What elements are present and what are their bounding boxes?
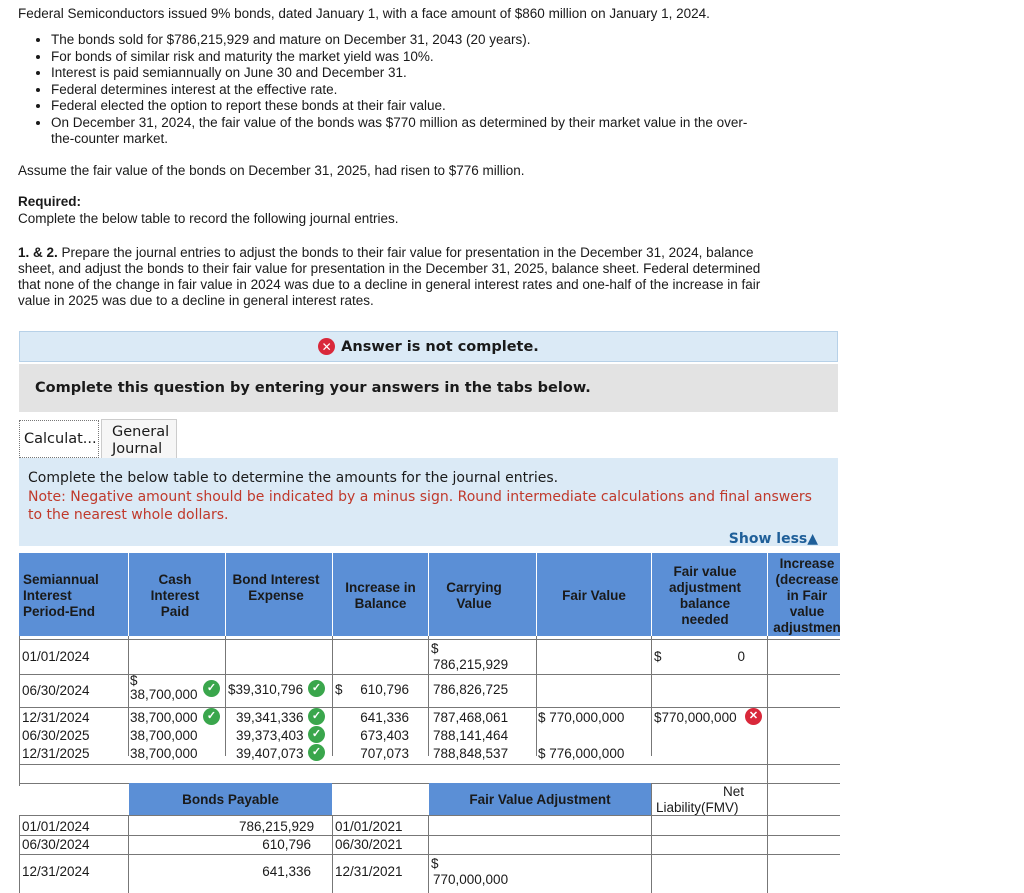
problem-statement xyxy=(18,6,1008,309)
carrying-value[interactable]: 786,826,725 xyxy=(433,682,509,697)
increase-value[interactable]: 610,796 xyxy=(360,682,409,697)
header-carrying: Carrying Value xyxy=(446,580,502,611)
net-liability-label-2: Liability(FMV) xyxy=(656,800,739,815)
tab-general-journal[interactable] xyxy=(101,419,177,458)
cash-interest-value[interactable]: 38,700,000 xyxy=(130,687,198,702)
lower-row-date: 12/31/2024 xyxy=(22,864,90,879)
correct-check-icon: ✓ xyxy=(308,680,325,697)
fair-value-value[interactable]: $ 776,000,000 xyxy=(538,746,625,761)
lower-row-date-2: 06/30/2021 xyxy=(335,837,403,852)
header-cash: Cash Interest Paid xyxy=(150,572,200,619)
tab-calculation[interactable] xyxy=(19,420,99,458)
tab-gj-label-1: General xyxy=(112,424,170,440)
correct-check-icon: ✓ xyxy=(203,708,220,725)
header-expense: Bond Interest Expense xyxy=(232,572,320,603)
incorrect-x-icon: ✕ xyxy=(745,708,762,725)
lower-row-date: 01/01/2024 xyxy=(22,819,90,834)
assumption-text: Assume the fair value of the bonds on December 31, 2025, had risen to $776 million. xyxy=(18,162,525,178)
fact-item: • For bonds of similar risk and maturity the market yield was 10%. xyxy=(51,49,1008,66)
fva-dollar: $ xyxy=(654,649,662,664)
carrying-value[interactable]: 788,141,464 xyxy=(433,728,509,743)
increase-value[interactable]: 641,336 xyxy=(360,710,409,725)
row-date: 12/31/2024 xyxy=(22,710,90,725)
task-body: Prepare the journal entries to adjust the bonds to their fair value for presentation in the December 31, 2024, balance sheet, and adjust the bonds to their fair value for presentation in the December 31, 2025, balance sheet. Federal determined that none of the change in fair value in 2024 was due to a decline in general interest rates and one-half of the increase in fair value in 2025 was due to a decline in general interest rates. xyxy=(18,244,761,308)
cash-interest-value[interactable]: 38,700,000 xyxy=(130,746,198,761)
intro-line: Federal Semiconductors issued 9% bonds, dated January 1, with a face amount of $860 million on January 1, 2024. xyxy=(18,6,710,21)
header-increase: Increase in Balance xyxy=(345,580,416,611)
table-instruction-panel xyxy=(19,458,838,546)
cash-interest-value[interactable]: 38,700,000 xyxy=(130,710,198,725)
fair-value-value[interactable]: $ 770,000,000 xyxy=(538,710,625,725)
header-bonds-payable: Bonds Payable xyxy=(182,792,279,807)
instruction-bar xyxy=(19,364,838,412)
cash-dollar: $ xyxy=(130,673,138,688)
facts-list xyxy=(18,32,1008,148)
lower-row-date: 06/30/2024 xyxy=(22,837,90,852)
bonds-payable-value[interactable]: 641,336 xyxy=(262,864,311,879)
interest-expense-value[interactable]: 39,407,073 xyxy=(236,746,304,761)
net-liability-label-1: Net xyxy=(722,784,744,799)
tab-calculation-label: Calculat... xyxy=(24,431,97,447)
fact-item: • On December 31, 2024, the fair value of the bonds was $770 million as determined by their market value in the over-the-counter market. xyxy=(51,115,766,148)
increase-value[interactable]: 673,403 xyxy=(360,728,409,743)
answer-status-banner xyxy=(19,331,838,362)
fva-needed-value[interactable]: 0 xyxy=(737,649,745,664)
fva-needed-value[interactable]: $770,000,000 xyxy=(654,710,737,725)
task-text xyxy=(18,245,768,309)
correct-check-icon: ✓ xyxy=(308,726,325,743)
interest-expense-value[interactable]: 39,373,403 xyxy=(236,728,304,743)
row-date: 12/31/2025 xyxy=(22,746,90,761)
carrying-dollar: $ xyxy=(431,641,439,656)
header-fva-needed: Fair value adjustment balance needed xyxy=(668,564,741,627)
correct-check-icon: ✓ xyxy=(203,680,220,697)
correct-check-icon: ✓ xyxy=(308,744,325,761)
task-number: 1. & 2. xyxy=(18,244,58,260)
fair-value-adjustment-value[interactable]: 770,000,000 xyxy=(433,872,509,887)
carrying-value[interactable]: 787,468,061 xyxy=(433,710,509,725)
fact-item: • Federal determines interest at the effective rate. xyxy=(51,82,1008,99)
x-circle-icon: ✕ xyxy=(318,338,335,355)
fva-dollar: $ xyxy=(431,856,439,871)
carrying-value[interactable]: 788,848,537 xyxy=(433,746,509,761)
required-label: Required: xyxy=(18,193,82,209)
header-fair-value: Fair Value xyxy=(562,588,626,603)
cash-interest-value[interactable]: 38,700,000 xyxy=(130,728,198,743)
row-date: 01/01/2024 xyxy=(22,649,90,664)
increase-value[interactable]: 707,073 xyxy=(360,746,409,761)
tab-gj-label-2: Journal xyxy=(112,441,163,457)
fact-item: • Federal elected the option to report these bonds at their fair value. xyxy=(51,98,1008,115)
header-increase-decrease: Increase (decrease in Fair value adjustmen xyxy=(773,556,841,635)
row-date: 06/30/2024 xyxy=(22,683,90,698)
panel-instruction: Complete the below table to determine the amounts for the journal entries. xyxy=(28,470,559,486)
show-less-link[interactable]: Show less▲ xyxy=(728,531,818,547)
carrying-value[interactable]: 786,215,929 xyxy=(433,657,509,672)
fact-item: • Interest is paid semiannually on June 30 and December 31. xyxy=(51,65,1008,82)
fact-item: • The bonds sold for $786,215,929 and mature on December 31, 2043 (20 years). xyxy=(51,32,1008,49)
header-fair-value-adjustment: Fair Value Adjustment xyxy=(469,792,611,807)
header-period: Semiannual Interest Period-End xyxy=(23,572,99,619)
interest-expense-value[interactable]: 39,341,336 xyxy=(236,710,304,725)
bonds-payable-value[interactable]: 610,796 xyxy=(262,837,311,852)
answer-status-text: Answer is not complete. xyxy=(341,338,539,355)
bonds-payable-value[interactable]: 786,215,929 xyxy=(239,819,315,834)
instruction-text: Complete this question by entering your answers in the tabs below. xyxy=(35,380,591,396)
increase-dollar: $ xyxy=(335,682,343,697)
lower-row-date-2: 01/01/2021 xyxy=(335,819,403,834)
correct-check-icon: ✓ xyxy=(308,708,325,725)
row-date: 06/30/2025 xyxy=(22,728,90,743)
required-text: Complete the below table to record the following journal entries. xyxy=(18,210,399,226)
interest-expense-value[interactable]: $39,310,796 xyxy=(228,682,304,697)
lower-row-date-2: 12/31/2021 xyxy=(335,864,403,879)
panel-note: Note: Negative amount should be indicated by a minus sign. Round intermediate calculations and final answers to the nearest whole dollars. xyxy=(28,489,812,523)
